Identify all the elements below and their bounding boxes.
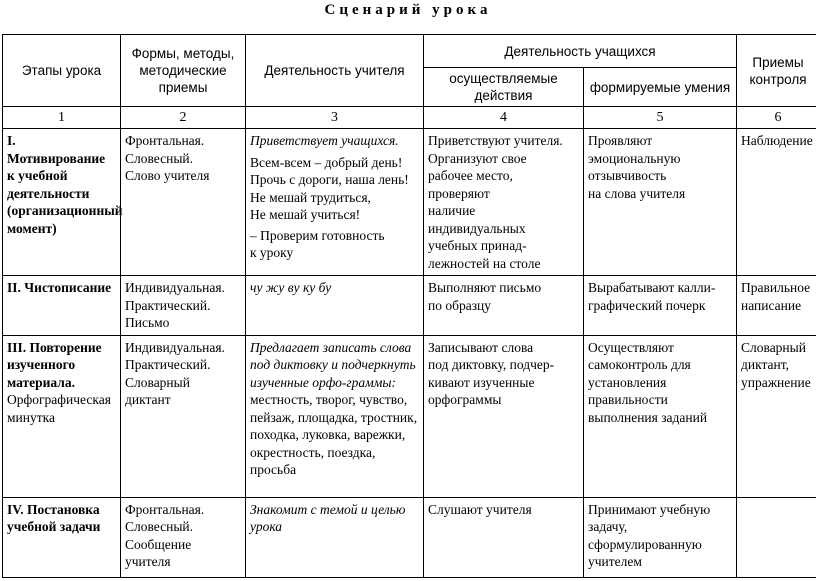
table-row xyxy=(3,497,816,577)
actions-cell xyxy=(424,497,584,577)
skills-line: Проявляют xyxy=(588,133,653,148)
header-actions: осуществляемые действия xyxy=(424,68,584,107)
stage-subtitle: Орфографическая минутка xyxy=(7,392,111,425)
control-cell xyxy=(737,497,816,577)
stage-title: I. Мотивирование к учебной деятельности (организационный момент) xyxy=(7,133,123,236)
forms-line: Слово учителя xyxy=(125,168,210,183)
skills-line: графический почерк xyxy=(588,297,706,313)
stage-title: III. Повторение изученного материала. xyxy=(7,339,102,390)
forms-line: Письмо xyxy=(125,315,170,330)
skills-line: правильности xyxy=(588,392,668,407)
teacher-line: Всем-всем – добрый день! xyxy=(250,154,403,170)
skills-line: Осуществляют xyxy=(588,339,674,355)
forms-line: учителя xyxy=(125,554,171,569)
teacher-cell xyxy=(246,276,424,336)
teacher-action: Приветствует учащихся. xyxy=(250,133,399,148)
header-control: Приемы контроля xyxy=(737,35,816,107)
forms-line: Практический. xyxy=(125,357,211,372)
actions-line: орфограммы xyxy=(428,392,502,407)
skills-line: Принимают учебную xyxy=(588,501,711,517)
stage-title: IV. Постановка учебной задачи xyxy=(7,501,101,534)
actions-cell xyxy=(424,276,584,336)
forms-line: диктант xyxy=(125,392,171,407)
control-cell xyxy=(737,276,816,336)
table-row xyxy=(3,129,816,276)
control-cell xyxy=(737,335,816,497)
actions-cell xyxy=(424,335,584,497)
teacher-line: – Проверим готовность xyxy=(250,227,385,243)
teacher-cell xyxy=(246,335,424,497)
actions-line: кивают изученные xyxy=(428,374,535,390)
stage-cell xyxy=(3,497,121,577)
teacher-line: Прочь с дороги, наша лень! xyxy=(250,172,409,187)
forms-line: Практический. xyxy=(125,297,211,313)
teacher-action: чу жу ву ку бу xyxy=(250,280,332,295)
stage-cell xyxy=(3,129,121,276)
control-line: упражнение xyxy=(741,374,811,390)
teacher-action: Знакомит с темой и целью урока xyxy=(250,501,406,534)
skills-line: на слова учителя xyxy=(588,185,686,201)
page-title: Сценарий урока xyxy=(324,2,492,18)
column-number: 3 xyxy=(246,107,424,129)
skills-line: Вырабатывают калли- xyxy=(588,280,716,295)
column-number: 4 xyxy=(424,107,584,129)
header-skills: формируемые умения xyxy=(584,68,737,107)
control-line: Наблюдение xyxy=(741,133,813,148)
column-number: 1 xyxy=(3,107,121,129)
teacher-line: Не мешай трудиться, xyxy=(250,189,371,205)
forms-line: Сообщение xyxy=(125,536,192,552)
actions-line: наличие xyxy=(428,203,476,218)
actions-line: под диктовку, подчер- xyxy=(428,357,555,372)
actions-line: учебных принад- xyxy=(428,238,527,253)
teacher-line: Не мешай учиться! xyxy=(250,207,361,222)
forms-line: Индивидуальная. xyxy=(125,339,225,355)
teacher-cell xyxy=(246,497,424,577)
lesson-scenario-table xyxy=(2,34,816,578)
column-number: 2 xyxy=(121,107,246,129)
skills-line: сформулированную xyxy=(588,536,702,552)
actions-cell xyxy=(424,129,584,276)
skills-line: учителем xyxy=(588,554,642,569)
forms-cell xyxy=(121,335,246,497)
skills-line: выполнения заданий xyxy=(588,409,708,425)
control-line: диктант, xyxy=(741,357,790,372)
actions-line: Записывают слова xyxy=(428,339,534,355)
teacher-line: местность, творог, чувство, пейзаж, площадка, тростник, походка, луковка, варежки, окрестность, поездка, просьба xyxy=(250,392,418,477)
forms-cell xyxy=(121,129,246,276)
forms-line: Словесный. xyxy=(125,519,194,534)
header-forms: Формы, методы, методические приемы xyxy=(121,35,246,107)
skills-line: самоконтроль для xyxy=(588,357,691,372)
actions-line: индивидуальных xyxy=(428,220,526,236)
forms-line: Фронтальная. xyxy=(125,501,205,517)
actions-line: проверяют xyxy=(428,185,490,201)
forms-cell xyxy=(121,276,246,336)
stage-cell xyxy=(3,335,121,497)
actions-line: Приветствуют учителя. xyxy=(428,133,563,148)
skills-cell xyxy=(584,497,737,577)
forms-cell xyxy=(121,497,246,577)
control-line: Правильное xyxy=(741,280,811,295)
skills-line: задачу, xyxy=(588,519,628,534)
skills-line: эмоциональную xyxy=(588,150,681,166)
skills-line: установления xyxy=(588,374,667,390)
actions-line: Выполняют письмо xyxy=(428,280,542,295)
table-row xyxy=(3,276,816,336)
control-line: написание xyxy=(741,297,802,313)
header-stages: Этапы урока xyxy=(3,35,121,107)
header-teacher: Деятельность учителя xyxy=(246,35,424,107)
teacher-action: Предлагает записать слова под диктовку и подчеркнуть изученные орфо-граммы: xyxy=(250,339,416,390)
stage-title: II. Чистописание xyxy=(7,280,112,295)
forms-line: Фронтальная. xyxy=(125,133,205,148)
column-number: 5 xyxy=(584,107,737,129)
control-cell xyxy=(737,129,816,276)
table-row xyxy=(3,335,816,497)
actions-line: рабочее место, xyxy=(428,168,513,183)
teacher-line: к уроку xyxy=(250,245,294,260)
actions-line: Организуют свое xyxy=(428,150,527,166)
header-students: Деятельность учащихся xyxy=(424,35,737,68)
forms-line: Индивидуальная. xyxy=(125,280,225,295)
skills-cell xyxy=(584,129,737,276)
skills-cell xyxy=(584,276,737,336)
control-line: Словарный xyxy=(741,339,806,355)
stage-cell xyxy=(3,276,121,336)
forms-line: Словарный xyxy=(125,374,190,390)
actions-line: по образцу xyxy=(428,297,492,313)
teacher-cell xyxy=(246,129,424,276)
skills-line: отзывчивость xyxy=(588,168,667,183)
actions-line: лежностей на столе xyxy=(428,255,541,271)
skills-cell xyxy=(584,335,737,497)
forms-line: Словесный. xyxy=(125,150,194,166)
actions-line: Слушают учителя xyxy=(428,501,532,517)
column-number: 6 xyxy=(737,107,816,129)
